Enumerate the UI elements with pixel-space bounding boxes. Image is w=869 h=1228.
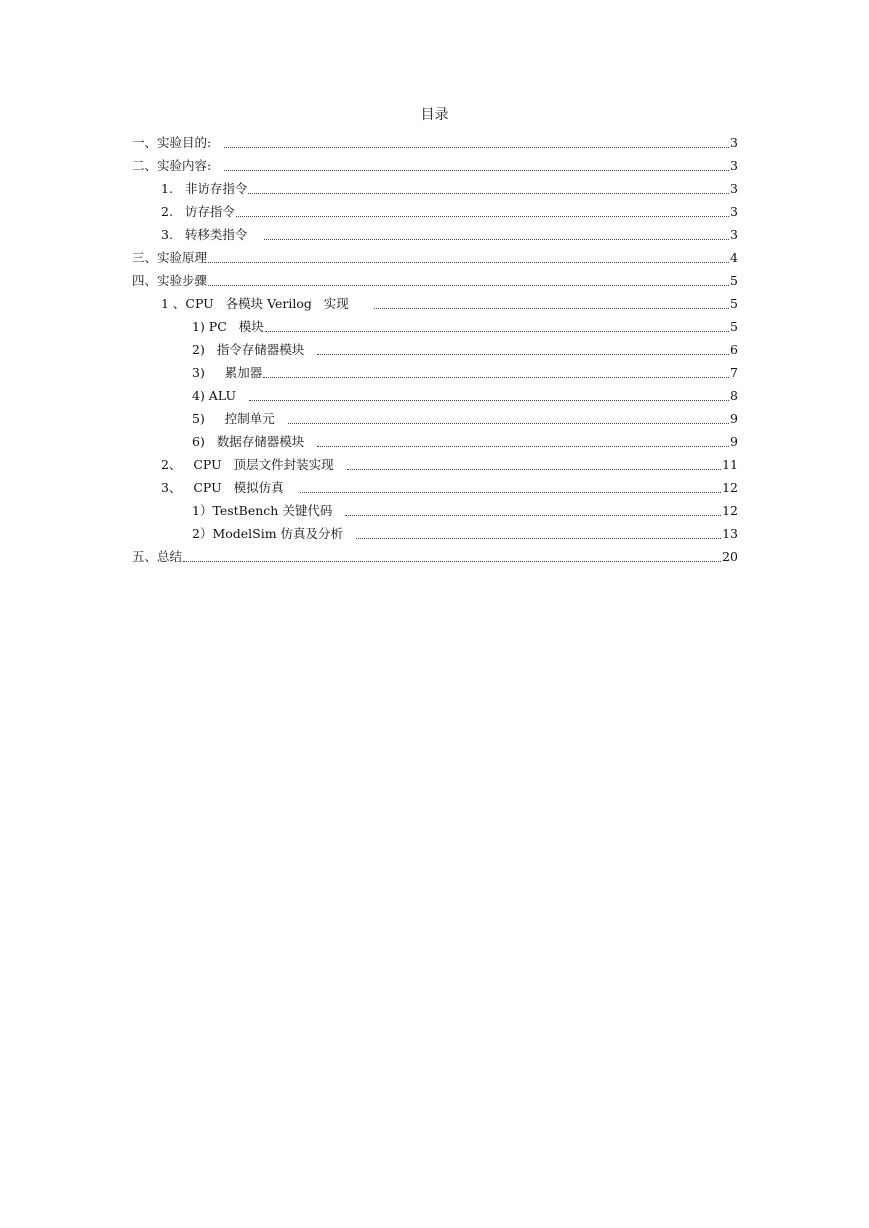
toc-entry-page: 5 — [730, 296, 738, 311]
toc-leader-dots — [317, 354, 729, 355]
toc-entry-page: 3 — [730, 158, 738, 173]
toc-leader-dots — [347, 469, 722, 470]
toc-entry-page: 5 — [730, 273, 738, 288]
toc-entry[interactable] — [132, 174, 738, 197]
toc-entry[interactable] — [132, 312, 738, 335]
toc-entry-page: 12 — [722, 503, 738, 518]
toc-entry-label: 三、实验原理 — [132, 250, 208, 265]
toc-leader-dots — [248, 193, 729, 194]
toc-entry-label: 五、总结 — [132, 549, 183, 564]
toc-entry-label: 二、实验内容: — [132, 158, 224, 173]
toc-entry-page: 12 — [722, 480, 738, 495]
toc-entry-label: 4) ALU — [192, 388, 248, 403]
toc-entry-label: 2) 指令存储器模块 — [192, 342, 317, 357]
toc-entry-label: 一、实验目的: — [132, 135, 224, 150]
toc-entry-label: 2、 CPU 顶层文件封装实现 — [161, 457, 346, 472]
toc-entry[interactable] — [132, 404, 738, 427]
toc-leader-dots — [317, 446, 729, 447]
toc-entry-label: 3. 转移类指令 — [161, 227, 264, 242]
toc-entry[interactable] — [132, 197, 738, 220]
toc-entry-label: 2. 访存指令 — [161, 204, 235, 219]
toc-entry-page: 11 — [722, 457, 738, 472]
toc-entry[interactable] — [132, 427, 738, 450]
toc-entry-label: 2）ModelSim 仿真及分析 — [192, 526, 355, 541]
toc-leader-dots — [356, 538, 721, 539]
toc-entry-label: 1) PC 模块 — [192, 319, 264, 334]
toc-entry-label: 3、 CPU 模拟仿真 — [161, 480, 300, 495]
table-of-contents — [132, 128, 738, 565]
toc-entry-label: 1）TestBench 关键代码 — [192, 503, 345, 518]
toc-entry-label: 3) 累加器 — [192, 365, 263, 380]
toc-entry-page: 5 — [730, 319, 738, 334]
toc-leader-dots — [300, 492, 721, 493]
toc-entry[interactable] — [132, 381, 738, 404]
toc-entry[interactable] — [132, 450, 738, 473]
toc-entry-label: 5) 控制单元 — [192, 411, 287, 426]
toc-entry-label: 1. 非访存指令 — [161, 181, 248, 196]
toc-leader-dots — [249, 400, 729, 401]
toc-entry-page: 3 — [730, 135, 738, 150]
toc-leader-dots — [224, 147, 729, 148]
toc-entry[interactable] — [132, 473, 738, 496]
toc-leader-dots — [224, 170, 729, 171]
toc-entry[interactable] — [132, 542, 738, 565]
toc-entry-page: 3 — [730, 204, 738, 219]
toc-entry-page: 20 — [722, 549, 738, 564]
toc-entry[interactable] — [132, 243, 738, 266]
toc-leader-dots — [208, 285, 729, 286]
toc-entry-label: 1 、CPU 各模块 Verilog 实现 — [161, 296, 373, 311]
toc-entry-page: 9 — [730, 411, 738, 426]
toc-entry[interactable] — [132, 220, 738, 243]
toc-entry-page: 8 — [730, 388, 738, 403]
toc-entry-page: 3 — [730, 181, 738, 196]
toc-entry[interactable] — [132, 358, 738, 381]
toc-leader-dots — [374, 308, 729, 309]
toc-leader-dots — [288, 423, 729, 424]
toc-entry[interactable] — [132, 128, 738, 151]
toc-entry[interactable] — [132, 289, 738, 312]
toc-entry-page: 3 — [730, 227, 738, 242]
toc-entry-label: 6) 数据存储器模块 — [192, 434, 317, 449]
toc-leader-dots — [208, 262, 729, 263]
toc-entry-page: 7 — [730, 365, 738, 380]
toc-entry-page: 9 — [730, 434, 738, 449]
toc-leader-dots — [263, 377, 729, 378]
toc-entry-page: 13 — [722, 526, 738, 541]
toc-title: 目录 — [420, 107, 449, 123]
toc-entry[interactable] — [132, 335, 738, 358]
toc-entry[interactable] — [132, 496, 738, 519]
toc-entry[interactable] — [132, 266, 738, 289]
toc-leader-dots — [236, 216, 729, 217]
toc-leader-dots — [345, 515, 721, 516]
toc-entry[interactable] — [132, 519, 738, 542]
toc-leader-dots — [183, 561, 721, 562]
toc-entry-page: 4 — [730, 250, 738, 265]
toc-entry-label: 四、实验步骤 — [132, 273, 208, 288]
toc-leader-dots — [264, 239, 729, 240]
toc-entry-page: 6 — [730, 342, 738, 357]
toc-leader-dots — [265, 331, 729, 332]
toc-entry[interactable] — [132, 151, 738, 174]
